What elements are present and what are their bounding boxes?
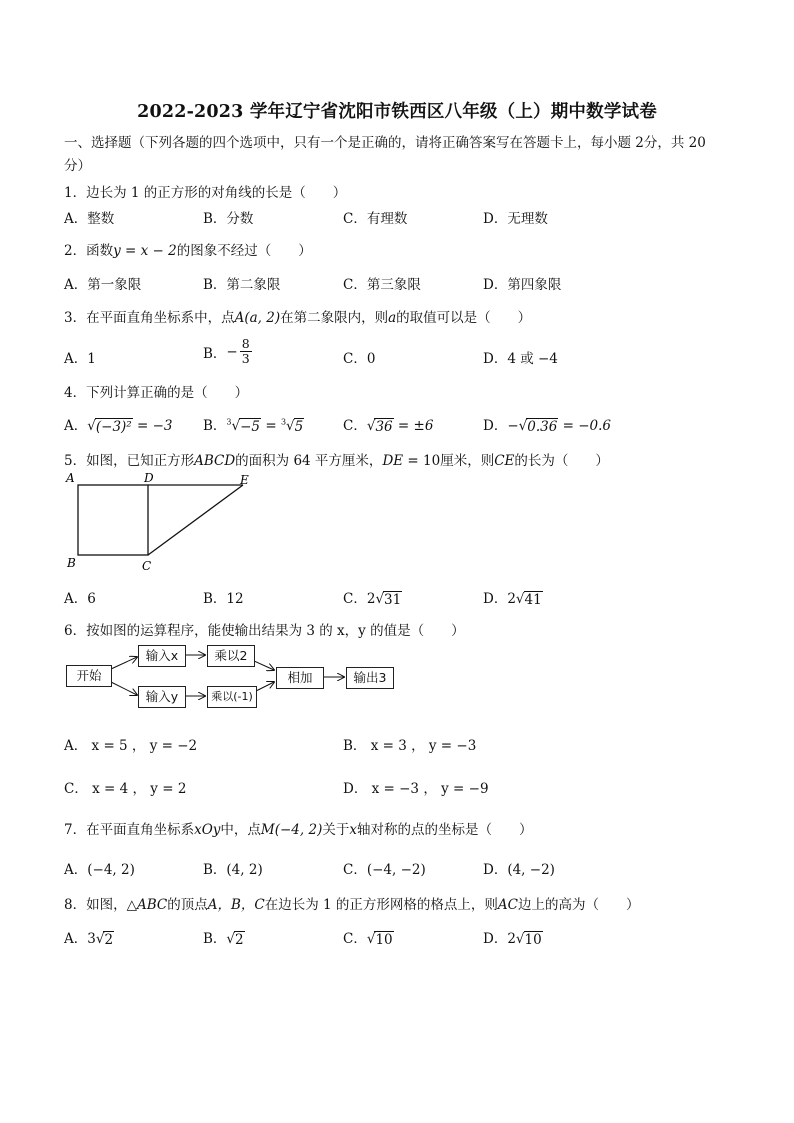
flow-multiply-neg1-box: 乘以(-1) <box>207 686 257 708</box>
q3-var: a <box>388 310 397 326</box>
q4-option-a-sqrt: √ (−3)² <box>87 418 132 435</box>
page-title: 2022-2023 学年辽宁省沈阳市铁西区八年级（上）期中数学试卷 <box>137 102 657 122</box>
q5-option-b: B．12 <box>203 591 244 607</box>
q3-option-b-denominator: 3 <box>241 351 250 366</box>
q5-option-d-coef: 2 <box>507 591 516 607</box>
q6-flowchart <box>60 640 400 715</box>
q7-option-d: D．(4, −2) <box>483 862 555 878</box>
q4-option-b <box>203 414 304 435</box>
q3-stem-mid: 在第二象限内，则 <box>280 310 389 326</box>
q4-option-a-radicand: (−3)² <box>95 419 132 435</box>
q4-option-c-label: C． <box>343 418 367 434</box>
q5-label-b: B <box>67 556 76 570</box>
q7-stem-mid2: 关于 <box>322 822 350 838</box>
q5-label-c: C <box>142 559 152 573</box>
q2-stem-post: 的图象不经过（ ） <box>176 243 312 259</box>
q6-option-a: A． x = 5 ， y = −2 <box>64 738 198 754</box>
q1-option-a: A．整数 <box>64 211 115 227</box>
q8-option-d-radicand: 10 <box>524 932 542 948</box>
q5-square-name: ABCD <box>194 453 236 469</box>
q4-option-b-label: B． <box>203 418 227 434</box>
q5-label-d: D <box>144 471 154 485</box>
q4-option-a <box>64 414 173 435</box>
flow-input-x-box: 输入x <box>138 645 186 667</box>
question-3-stem <box>64 306 531 326</box>
q5-label-e: E <box>240 473 249 487</box>
q7-option-b: B．(4, 2) <box>203 862 263 878</box>
question-2-stem <box>64 239 312 259</box>
q3-option-b <box>203 337 254 366</box>
q5-option-c-label: C． <box>343 591 367 607</box>
q4-option-b-sqrt1: √ −5 <box>231 418 261 435</box>
q3-option-b-sign: − <box>226 343 238 360</box>
q8-option-a-coef: 3 <box>87 931 96 947</box>
flow-output-box: 输出3 <box>346 667 394 689</box>
q3-stem-pre: 3．在平面直角坐标系中，点 <box>64 310 235 326</box>
q8-side-ac: AC <box>497 897 518 913</box>
q8-stem-pre: 8．如图，△ <box>64 897 137 913</box>
q5-segment-ce: CE <box>494 453 515 469</box>
q3-option-b-label: B． <box>203 345 227 362</box>
q4-option-c-sqrt: √ 36 <box>366 418 393 435</box>
q1-option-c: C．有理数 <box>343 211 408 227</box>
q7-option-a: A．(−4, 2) <box>64 862 135 878</box>
q5-stem-mid2: = 10厘米，则 <box>403 453 495 469</box>
q4-option-c <box>343 414 433 435</box>
q3-option-b-numerator: 8 <box>241 336 250 351</box>
q5-stem-mid1: 的面积为 64 平方厘米， <box>235 453 383 469</box>
q4-option-c-radicand: 36 <box>375 419 393 435</box>
q1-option-d: D．无理数 <box>483 211 548 227</box>
q1-option-b: B．分数 <box>203 211 254 227</box>
q5-segment-ce-line <box>148 485 243 555</box>
q4-option-c-rest: = ±6 <box>393 418 434 434</box>
q6-option-b: B． x = 3 ， y = −3 <box>343 738 477 754</box>
flow-start-box: 开始 <box>66 665 112 687</box>
q5-option-c-coef: 2 <box>366 591 376 607</box>
q4-option-b-radicand2: 5 <box>294 419 304 435</box>
q8-option-c-sqrt: √ 10 <box>366 931 393 948</box>
section-heading-line2: 分） <box>64 158 91 174</box>
q8-vertices: A，B，C <box>207 897 265 913</box>
q8-option-d-sqrt: √ 10 <box>515 931 542 948</box>
q8-option-a-label: A． <box>64 931 88 947</box>
question-8-stem <box>64 893 640 913</box>
q5-option-d-radicand: 41 <box>524 592 542 608</box>
question-1-stem: 1．边长为 1 的正方形的对角线的长是（ ） <box>64 185 347 201</box>
q7-stem-pre: 7．在平面直角坐标系 <box>64 822 195 838</box>
q2-option-c: C．第三象限 <box>343 277 421 293</box>
q4-option-a-rest: = −3 <box>132 418 173 434</box>
q7-stem-post: 轴对称的点的坐标是（ ） <box>356 822 533 838</box>
q3-option-a: A．1 <box>64 351 96 367</box>
q5-option-d <box>483 587 543 608</box>
q6-option-c: C． x = 4 ， y = 2 <box>64 781 187 797</box>
q4-option-d-label: D． <box>483 418 508 434</box>
q5-segment-de: DE <box>382 453 404 469</box>
q8-option-c <box>343 927 394 948</box>
q5-stem-post: 的长为（ ） <box>514 453 609 469</box>
question-5-stem <box>64 449 609 469</box>
q7-coordinate-system: xOy <box>194 822 221 838</box>
q8-stem-post: 边上的高为（ ） <box>518 897 640 913</box>
q8-option-d-label: D． <box>483 931 508 947</box>
q4-option-d-radicand: 0.36 <box>527 419 558 435</box>
q5-figure <box>60 468 260 580</box>
section-heading-line1: 一、选择题（下列各题的四个选项中，只有一个是正确的，请将正确答案写在答题卡上，每小题 2分，共 20 <box>64 135 706 151</box>
q4-option-b-index2: 3 <box>280 417 287 427</box>
q8-option-b-label: B． <box>203 931 227 947</box>
q8-triangle: ABC <box>136 897 168 913</box>
q5-square-shape <box>78 485 148 555</box>
q2-stem-pre: 2．函数 <box>64 243 114 259</box>
q7-point: M(−4, 2) <box>260 822 323 838</box>
q8-option-c-label: C． <box>343 931 367 947</box>
q4-option-d-rest: = −0.6 <box>558 418 611 434</box>
q4-option-d-pre: − <box>507 418 519 434</box>
q2-option-b: B．第二象限 <box>203 277 281 293</box>
q8-option-a-sqrt: √ 2 <box>95 931 114 948</box>
q6-option-d: D． x = −3 ， y = −9 <box>343 781 489 797</box>
q8-option-d <box>483 927 543 948</box>
q5-option-c-sqrt: √ 31 <box>375 591 402 608</box>
q4-option-b-mid: = <box>261 418 281 434</box>
q3-option-b-fraction <box>240 337 252 366</box>
q3-option-c: C．0 <box>343 351 376 367</box>
q8-option-c-radicand: 10 <box>375 932 393 948</box>
q5-option-d-label: D． <box>483 591 508 607</box>
q4-option-b-index1: 3 <box>226 417 232 427</box>
q3-stem-post: 的取值可以是（ ） <box>396 310 532 326</box>
q8-option-d-coef: 2 <box>507 931 516 947</box>
q8-option-a <box>64 927 114 948</box>
q4-option-d-sqrt: √ 0.36 <box>518 418 558 435</box>
q8-option-b <box>203 927 245 948</box>
q7-option-c: C．(−4, −2) <box>343 862 426 878</box>
flow-multiply-2-box: 乘以2 <box>207 645 255 667</box>
flow-input-y-box: 输入y <box>138 686 186 708</box>
q4-option-d <box>483 414 611 435</box>
q8-stem-mid: 的顶点 <box>167 897 208 913</box>
q7-axis: x <box>349 822 357 838</box>
q2-option-a: A．第一象限 <box>64 277 142 293</box>
question-6-stem: 6．按如图的运算程序，能使输出结果为 3 的 x，y 的值是（ ） <box>64 623 465 639</box>
q4-option-a-label: A． <box>64 418 88 434</box>
q4-option-b-radicand1: −5 <box>240 419 261 435</box>
flow-add-box: 相加 <box>276 667 324 689</box>
q5-option-d-sqrt: √ 41 <box>515 591 542 608</box>
question-4-stem: 4．下列计算正确的是（ ） <box>64 385 249 401</box>
q8-option-b-radicand: 2 <box>235 932 244 948</box>
q5-option-c <box>343 587 402 608</box>
q7-stem-mid: 中，点 <box>220 822 261 838</box>
q8-option-a-radicand: 2 <box>104 932 114 948</box>
question-7-stem <box>64 818 532 838</box>
q3-option-d: D．4 或 −4 <box>483 351 558 367</box>
q8-stem-mid2: 在边长为 1 的正方形网格的格点上，则 <box>264 897 498 913</box>
q5-option-c-radicand: 31 <box>384 592 402 608</box>
q8-option-b-sqrt: √ 2 <box>226 931 244 948</box>
q5-option-a: A．6 <box>64 591 96 607</box>
q5-label-a: A <box>66 471 75 485</box>
q4-option-b-sqrt2: √ 5 <box>286 418 304 435</box>
q5-stem-pre: 5．如图，已知正方形 <box>64 453 195 469</box>
q2-option-d: D．第四象限 <box>483 277 562 293</box>
q2-formula: y = x − 2 <box>113 243 177 259</box>
q3-point: A(a, 2) <box>234 310 281 326</box>
